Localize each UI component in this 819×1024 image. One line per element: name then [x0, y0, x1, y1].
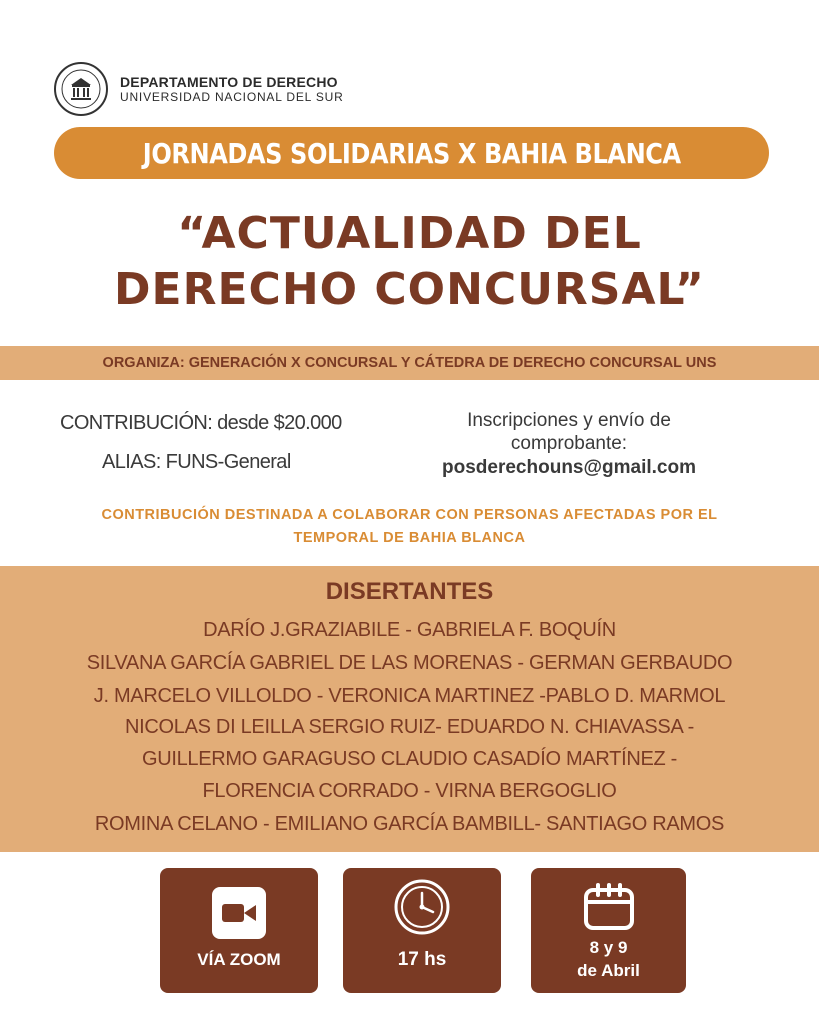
speaker-line: DARÍO J.GRAZIABILE - GABRIELA F. BOQUÍN — [203, 619, 616, 641]
calendar-icon — [583, 883, 635, 936]
speaker-line: NICOLAS DI LEILLA SERGIO RUIZ- EDUARDO N. CHIAVASSA - — [124, 716, 695, 738]
speaker-line: FLORENCIA CORRADO - VIRNA BERGOGLIO — [202, 780, 617, 802]
time-label: 17 hs — [397, 949, 447, 970]
series-title: JORNADAS SOLIDARIAS X BAHIA BLANCA — [142, 136, 681, 170]
video-camera-icon — [212, 887, 266, 944]
time-card — [343, 868, 501, 993]
registration-text: Inscripciones y envío de comprobante: — [467, 410, 671, 454]
date-card — [531, 868, 686, 993]
university-seal-logo — [53, 61, 109, 117]
speakers-section — [0, 566, 819, 852]
speakers-heading: DISERTANTES — [325, 578, 494, 605]
registration-email[interactable]: posderechouns@gmail.com — [442, 457, 696, 478]
event-title-line1: “ACTUALIDAD DEL — [177, 208, 642, 259]
date-line2: de Abril — [577, 961, 640, 980]
purpose-line1: CONTRIBUCIÓN DESTINADA A COLABORAR CON PERSONAS AFECTADAS POR EL — [101, 507, 718, 523]
event-title-line2: DERECHO CONCURSAL” — [114, 264, 705, 315]
organizer-band — [0, 346, 819, 380]
series-banner — [54, 127, 769, 179]
speaker-line: J. MARCELO VILLOLDO - VERONICA MARTINEZ -PABLO D. MARMOL — [93, 685, 726, 707]
purpose-line2: TEMPORAL DE BAHIA BLANCA — [293, 530, 526, 546]
contribution-amount: CONTRIBUCIÓN: desde $20.000 — [60, 412, 342, 434]
clock-icon — [394, 879, 450, 940]
speaker-line: SILVANA GARCÍA GABRIEL DE LAS MORENAS - GERMAN GERBAUDO — [86, 652, 733, 674]
university-name: UNIVERSIDAD NACIONAL DEL SUR — [120, 90, 344, 104]
speaker-line: GUILLERMO GARAGUSO CLAUDIO CASADÍO MARTÍNEZ - — [141, 748, 678, 770]
zoom-card — [160, 868, 318, 993]
zoom-label: VÍA ZOOM — [197, 950, 281, 969]
organizer-text: ORGANIZA: GENERACIÓN X CONCURSAL Y CÁTEDRA DE DERECHO CONCURSAL UNS — [102, 355, 717, 371]
date-line1: 8 y 9 — [589, 938, 628, 957]
payment-alias: ALIAS: FUNS-General — [102, 451, 291, 473]
speaker-line: ROMINA CELANO - EMILIANO GARCÍA BAMBILL- SANTIAGO RAMOS — [94, 813, 725, 835]
department-name: DEPARTAMENTO DE DERECHO — [120, 74, 338, 90]
